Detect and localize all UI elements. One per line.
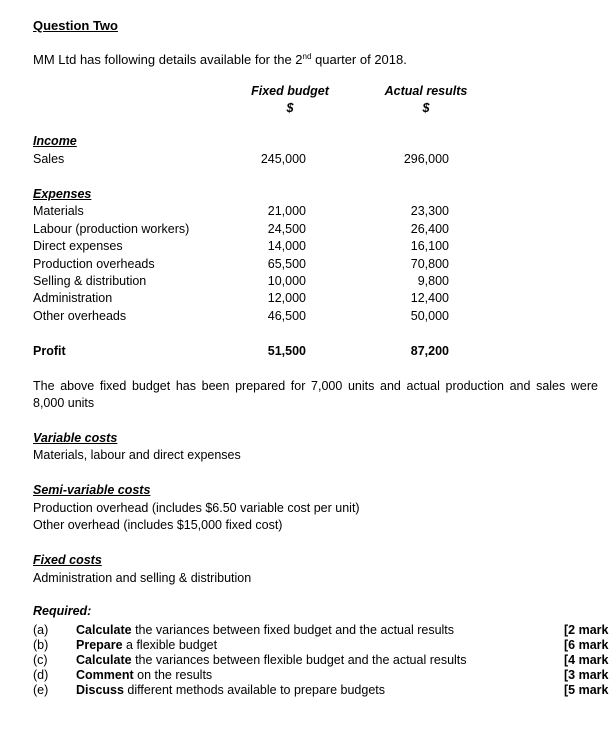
semi-variable-costs-line: Production overhead (includes $6.50 variable cost per unit) <box>33 501 360 515</box>
profit-actual: 87,200 <box>410 344 449 358</box>
expense-fixed: 46,500 <box>267 309 306 323</box>
expense-fixed: 24,500 <box>267 222 306 236</box>
required-item-letter: (a) <box>33 623 49 637</box>
required-item-marks: [4 mark <box>564 653 609 667</box>
intro-text: MM Ltd has following details available for the 2nd quarter of 2018. <box>33 52 407 67</box>
required-item-text: Discuss different methods available to prepare budgets <box>76 683 386 697</box>
profit-label: Profit <box>33 344 66 358</box>
sales-fixed: 245,000 <box>260 152 306 166</box>
semi-variable-costs-heading: Semi-variable costs <box>33 483 151 497</box>
expense-actual: 9,800 <box>417 274 449 288</box>
expense-actual: 16,100 <box>410 239 449 253</box>
required-item-letter: (c) <box>33 653 48 667</box>
sales-label: Sales <box>33 152 65 166</box>
required-item-letter: (d) <box>33 668 49 682</box>
expense-label: Administration <box>33 291 113 305</box>
expense-fixed: 21,000 <box>267 204 306 218</box>
required-item-text: Comment on the results <box>76 668 213 682</box>
semi-variable-costs-line: Other overhead (includes $15,000 fixed cost) <box>33 518 283 532</box>
required-heading: Required: <box>33 604 92 618</box>
actual-results-currency: $ <box>422 101 430 115</box>
expense-label: Materials <box>33 204 84 218</box>
expense-label: Labour (production workers) <box>33 222 190 236</box>
expense-actual: 50,000 <box>410 309 449 323</box>
variable-costs-heading: Variable costs <box>33 431 118 445</box>
expense-label: Production overheads <box>33 257 155 271</box>
required-item-text: Calculate the variances between fixed budget and the actual results <box>76 623 455 637</box>
required-item-text: Prepare a flexible budget <box>76 638 218 652</box>
required-item-letter: (b) <box>33 638 49 652</box>
required-item-letter: (e) <box>33 683 49 697</box>
fixed-costs-line: Administration and selling & distribution <box>33 571 252 585</box>
expenses-heading: Expenses <box>33 187 92 201</box>
expense-label: Direct expenses <box>33 239 123 253</box>
required-item-marks: [5 mark <box>564 683 609 697</box>
required-item-marks: [3 mark <box>564 668 609 682</box>
expense-actual: 70,800 <box>410 257 449 271</box>
required-item-marks: [2 mark <box>564 623 609 637</box>
expense-actual: 23,300 <box>410 204 449 218</box>
expense-label: Other overheads <box>33 309 127 323</box>
variable-costs-line: Materials, labour and direct expenses <box>33 448 241 462</box>
units-note: The above fixed budget has been prepared for 7,000 units and actual production and sales were 8,000 units <box>33 379 598 410</box>
actual-results-header: Actual results <box>384 84 468 98</box>
profit-fixed: 51,500 <box>267 344 306 358</box>
fixed-budget-header: Fixed budget <box>251 84 329 98</box>
expense-fixed: 12,000 <box>267 291 306 305</box>
required-item-marks: [6 mark <box>564 638 609 652</box>
expense-fixed: 65,500 <box>267 257 306 271</box>
required-item-text: Calculate the variances between flexible budget and the actual results <box>76 653 467 667</box>
fixed-costs-heading: Fixed costs <box>33 553 102 567</box>
expense-fixed: 10,000 <box>267 274 306 288</box>
expense-label: Selling & distribution <box>33 274 147 288</box>
sales-actual: 296,000 <box>403 152 449 166</box>
income-heading: Income <box>33 134 77 148</box>
fixed-budget-currency: $ <box>286 101 294 115</box>
expense-actual: 12,400 <box>410 291 449 305</box>
expense-actual: 26,400 <box>410 222 449 236</box>
expense-fixed: 14,000 <box>267 239 306 253</box>
question-title: Question Two <box>33 18 118 33</box>
